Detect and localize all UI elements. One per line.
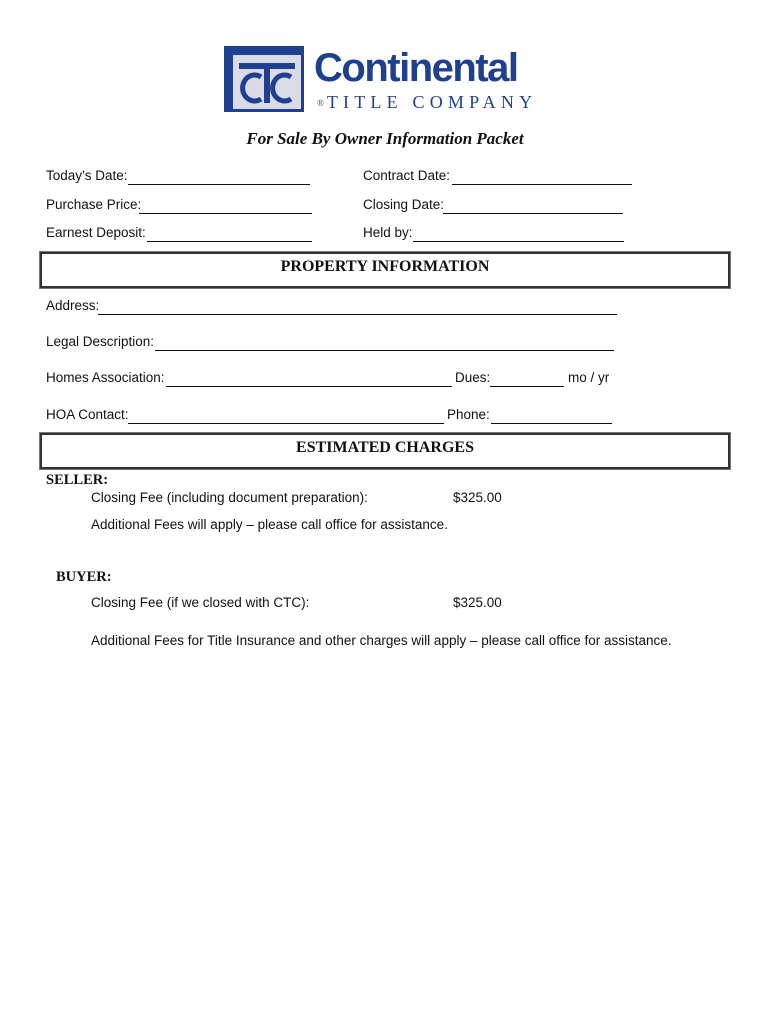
seller-additional-fees-note: Additional Fees will apply – please call office for assistance. <box>91 517 448 532</box>
earnest-deposit-field[interactable] <box>147 241 312 242</box>
legal-description-field[interactable] <box>155 350 614 351</box>
contract-date-field[interactable] <box>452 184 632 185</box>
closing-date-label: Closing Date: <box>363 197 445 212</box>
dues-field[interactable] <box>490 386 564 387</box>
purchase-price-label: Purchase Price: <box>46 197 142 212</box>
held-by-field[interactable] <box>413 241 624 242</box>
logo-monogram-frame <box>231 53 297 105</box>
phone-field[interactable] <box>491 423 612 424</box>
buyer-closing-fee-label: Closing Fee (if we closed with CTC): <box>91 595 310 610</box>
estimated-charges-header <box>40 433 730 469</box>
address-field[interactable] <box>98 314 617 315</box>
phone-label: Phone: <box>447 407 490 422</box>
seller-heading: SELLER: <box>46 472 109 488</box>
property-information-header <box>40 252 730 288</box>
company-subtitle-text: TITLE COMPANY <box>326 92 538 112</box>
dues-label: Dues: <box>455 370 491 385</box>
ctc-monogram-icon <box>233 55 301 109</box>
homes-association-label: Homes Association: <box>46 370 165 385</box>
address-label: Address: <box>46 298 100 313</box>
legal-description-label: Legal Description: <box>46 334 155 349</box>
contract-date-label: Contract Date: <box>363 168 451 183</box>
company-name: Continental <box>314 46 518 90</box>
page-title: For Sale By Owner Information Packet <box>246 129 524 148</box>
company-subtitle <box>317 92 537 113</box>
earnest-deposit-label: Earnest Deposit: <box>46 225 146 240</box>
company-logo-mark <box>224 46 304 112</box>
held-by-label: Held by: <box>363 225 413 240</box>
seller-closing-fee-label: Closing Fee (including document preparation): <box>91 490 368 505</box>
registered-mark: ® <box>317 98 324 108</box>
dues-unit-label: mo / yr <box>568 370 610 385</box>
buyer-closing-fee-amount: $325.00 <box>453 595 502 610</box>
closing-date-field[interactable] <box>443 213 623 214</box>
seller-closing-fee-amount: $325.00 <box>453 490 502 505</box>
hoa-contact-field[interactable] <box>128 423 444 424</box>
estimated-charges-title: ESTIMATED CHARGES <box>296 439 474 456</box>
homes-association-field[interactable] <box>166 386 452 387</box>
todays-date-field[interactable] <box>128 184 310 185</box>
hoa-contact-label: HOA Contact: <box>46 407 129 422</box>
buyer-heading: BUYER: <box>56 569 112 585</box>
todays-date-label: Today’s Date: <box>46 168 128 183</box>
purchase-price-field[interactable] <box>139 213 312 214</box>
property-information-title: PROPERTY INFORMATION <box>280 258 490 275</box>
buyer-additional-fees-note: Additional Fees for Title Insurance and other charges will apply – please call office for assistance. <box>91 633 672 648</box>
